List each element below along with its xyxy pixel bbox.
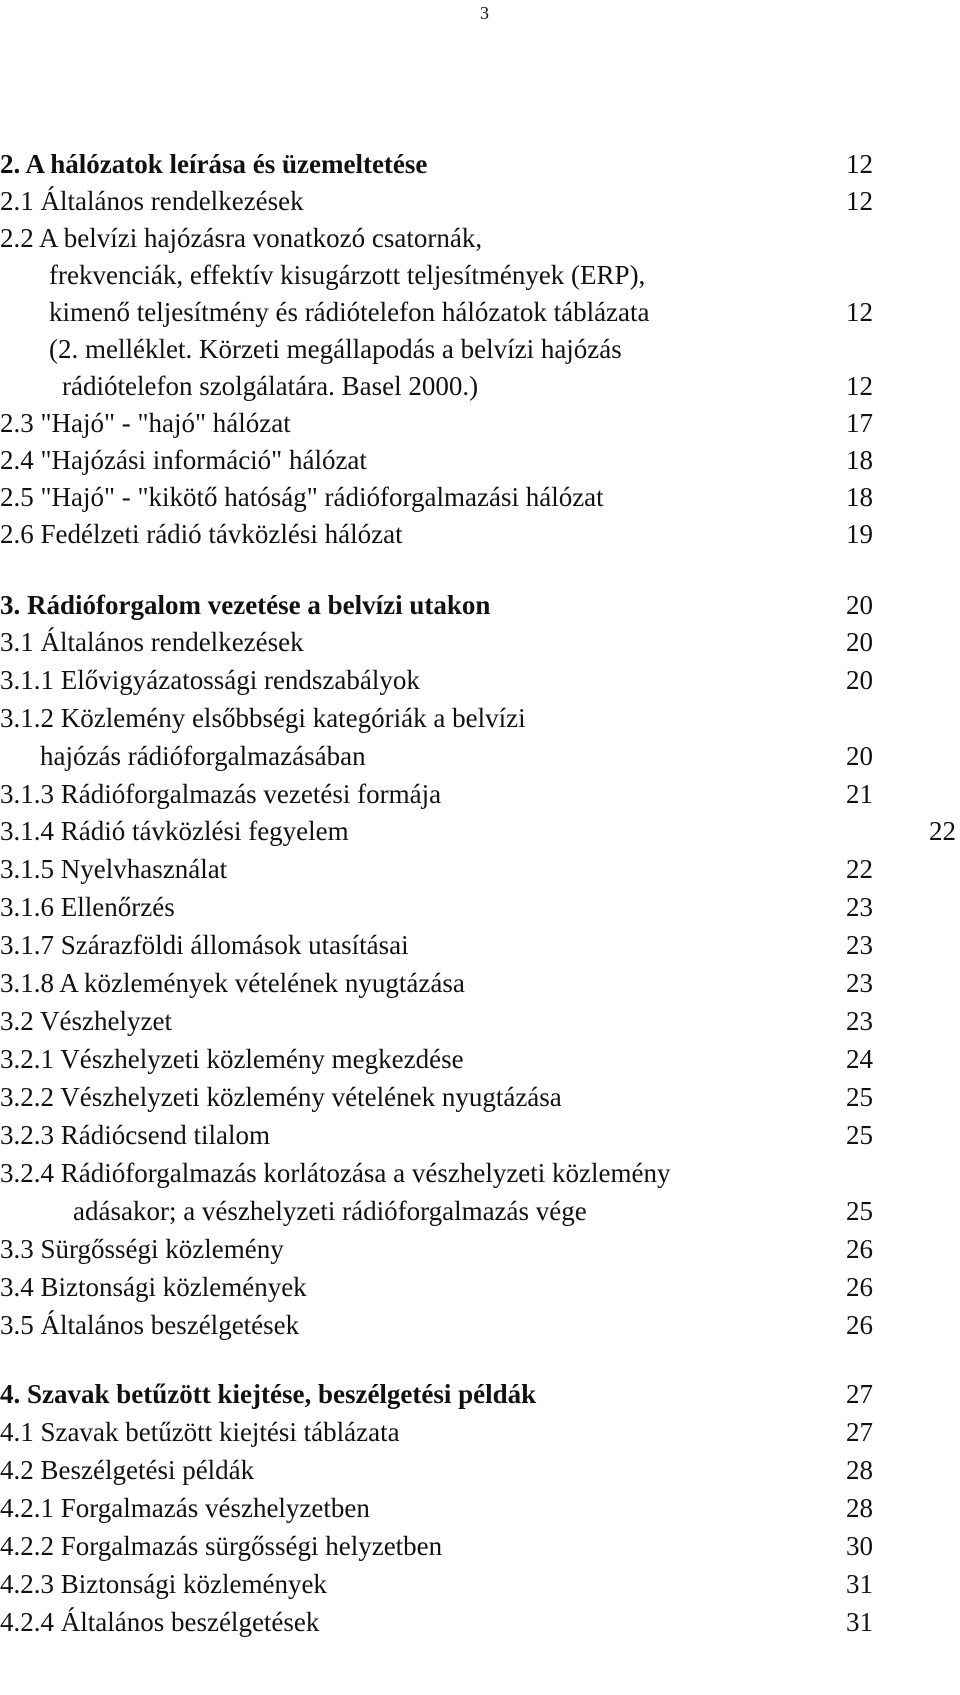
toc-entry-title: kimenő teljesítmény és rádiótelefon hálózatok táblázata [49,297,650,327]
toc-entry [0,700,960,736]
toc-entry [0,1117,960,1153]
toc-entry [0,776,960,812]
toc-entry-title: 3.4 Biztonsági közlemények [0,1272,307,1302]
toc-entry-title: 3.2.3 Rádiócsend tilalom [0,1120,270,1150]
toc-entry [0,516,960,552]
toc-entry-page: 26 [846,1234,873,1264]
toc-entry-page: 20 [846,590,873,620]
toc-entry-title: 3.1.5 Nyelvhasználat [0,854,228,884]
toc-entry-title: 2.2 A belvízi hajózásra vonatkozó csatornák, [0,223,483,253]
toc-entry [0,927,960,963]
toc-entry [0,1528,960,1564]
toc-entry [0,662,960,698]
toc-entry-page: 23 [846,930,873,960]
toc-entry-page: 26 [846,1310,873,1340]
toc-entry-title: 2.5 "Hajó" - "kikötő hatóság" rádióforgalmazási hálózat [0,482,604,512]
toc-entry-title: 3.5 Általános beszélgetések [0,1310,300,1340]
toc-entry [0,1604,960,1640]
toc-entry-title: 3.2.2 Vészhelyzeti közlemény vételének nyugtázása [0,1082,562,1112]
toc-entry [0,294,960,330]
toc-entry-page: 21 [846,779,873,809]
toc-entry [0,257,960,293]
toc-entry-title: 3.3 Sürgősségi közlemény [0,1234,284,1264]
toc-entry-page: 24 [846,1044,873,1074]
toc-entry-page: 25 [846,1196,873,1226]
toc-entry-title: 4.2.4 Általános beszélgetések [0,1607,320,1637]
toc-entry-page: 12 [846,371,873,401]
toc-entry-page: 23 [846,892,873,922]
toc-entry [0,1414,960,1450]
toc-entry-title: 3.1.8 A közlemények vételének nyugtázása [0,968,465,998]
toc-entry [0,587,960,623]
toc-entry-title: 3.2.4 Rádióforgalmazás korlátozása a vészhelyzeti közlemény [0,1158,671,1188]
toc-entry [0,1003,960,1039]
toc-entry [0,1231,960,1267]
toc-entry-title: 3.1.6 Ellenőrzés [0,892,175,922]
toc-entry [0,889,960,925]
toc-entry [0,183,960,219]
toc-entry-page: 27 [846,1417,873,1447]
toc-entry [0,146,960,182]
toc-entry [0,1269,960,1305]
toc-entry [0,1490,960,1526]
toc-entry-page: 20 [846,627,873,657]
toc-entry-page: 23 [846,1006,873,1036]
toc-entry-title: 2. A hálózatok leírása és üzemeltetése [0,149,428,179]
toc-entry-page: 28 [846,1455,873,1485]
toc-entry-title: 4.2.1 Forgalmazás vészhelyzetben [0,1493,370,1523]
toc-entry-title: frekvenciák, effektív kisugárzott teljesítmények (ERP), [49,260,646,290]
toc-entry-title: 3.1.7 Szárazföldi állomások utasításai [0,930,409,960]
toc-entry [0,442,960,478]
toc-entry-page: 17 [846,408,873,438]
toc-entry-page: 19 [846,519,873,549]
toc-entry-page: 18 [846,482,873,512]
toc-entry [0,368,960,404]
toc-entry-title: 3.2.1 Vészhelyzeti közlemény megkezdése [0,1044,464,1074]
toc-entry [0,1079,960,1115]
toc-entry-page: 25 [846,1120,873,1150]
toc-entry [0,1193,960,1229]
toc-entry [0,624,960,660]
toc-entry-title: 4. Szavak betűzött kiejtése, beszélgetési példák [0,1379,537,1409]
toc-entry-page: 28 [846,1493,873,1523]
toc-entry-page: 22 [846,854,873,884]
toc-entry-title: hajózás rádióforgalmazásában [40,741,366,771]
toc-entry-title: 4.2.3 Biztonsági közlemények [0,1569,327,1599]
toc-entry-page: 12 [846,149,873,179]
toc-entry [0,851,960,887]
page-number: 3 [480,3,489,23]
toc-entry-title: 2.3 "Hajó" - "hajó" hálózat [0,408,291,438]
toc-entry-title: 2.4 "Hajózási információ" hálózat [0,445,367,475]
toc-entry [0,1376,960,1412]
toc-entry-title: adásakor; a vészhelyzeti rádióforgalmazás vége [73,1196,587,1226]
toc-entry-page: 12 [846,186,873,216]
toc-entry-title: 3.2 Vészhelyzet [0,1006,172,1036]
toc-entry [0,1307,960,1343]
toc-entry [0,1566,960,1602]
toc-entry-page: 20 [846,741,873,771]
toc-entry-title: 2.6 Fedélzeti rádió távközlési hálózat [0,519,403,549]
toc-entry-title: 2.1 Általános rendelkezések [0,186,304,216]
toc-entry [0,738,960,774]
toc-entry-title: (2. melléklet. Körzeti megállapodás a belvízi hajózás [49,334,622,364]
toc-entry-page: 12 [846,297,873,327]
toc-entry [0,1155,960,1191]
toc-entry [0,331,960,367]
toc-entry-page: 31 [846,1569,873,1599]
toc-entry [0,1452,960,1488]
toc-entry-title: 4.2.2 Forgalmazás sürgősségi helyzetben [0,1531,443,1561]
toc-entry [0,405,960,441]
toc-entry-page: 25 [846,1082,873,1112]
toc-entry [0,813,960,849]
toc-entry-page: 27 [846,1379,873,1409]
toc-entry-page: 31 [846,1607,873,1637]
toc-entry-title: 4.2 Beszélgetési példák [0,1455,255,1485]
toc-entry-page: 30 [846,1531,873,1561]
toc-entry-title: 3.1 Általános rendelkezések [0,627,304,657]
toc-entry [0,1041,960,1077]
toc-entry-title: 3.1.1 Elővigyázatossági rendszabályok [0,665,420,695]
toc-entry-title: rádiótelefon szolgálatára. Basel 2000.) [62,371,479,401]
toc-entry-page: 22 [929,816,956,846]
toc-entry-title: 3.1.3 Rádióforgalmazás vezetési formája [0,779,442,809]
toc-entry-page: 23 [846,968,873,998]
toc-entry-title: 3.1.2 Közlemény elsőbbségi kategóriák a belvízi [0,703,526,733]
toc-entry [0,220,960,256]
toc-entry [0,965,960,1001]
toc-entry-title: 4.1 Szavak betűzött kiejtési táblázata [0,1417,400,1447]
toc-entry-page: 20 [846,665,873,695]
toc-entry-title: 3. Rádióforgalom vezetése a belvízi utakon [0,590,491,620]
toc-entry-title: 3.1.4 Rádió távközlési fegyelem [0,816,349,846]
toc-entry [0,479,960,515]
toc-entry-page: 18 [846,445,873,475]
toc-entry-page: 26 [846,1272,873,1302]
